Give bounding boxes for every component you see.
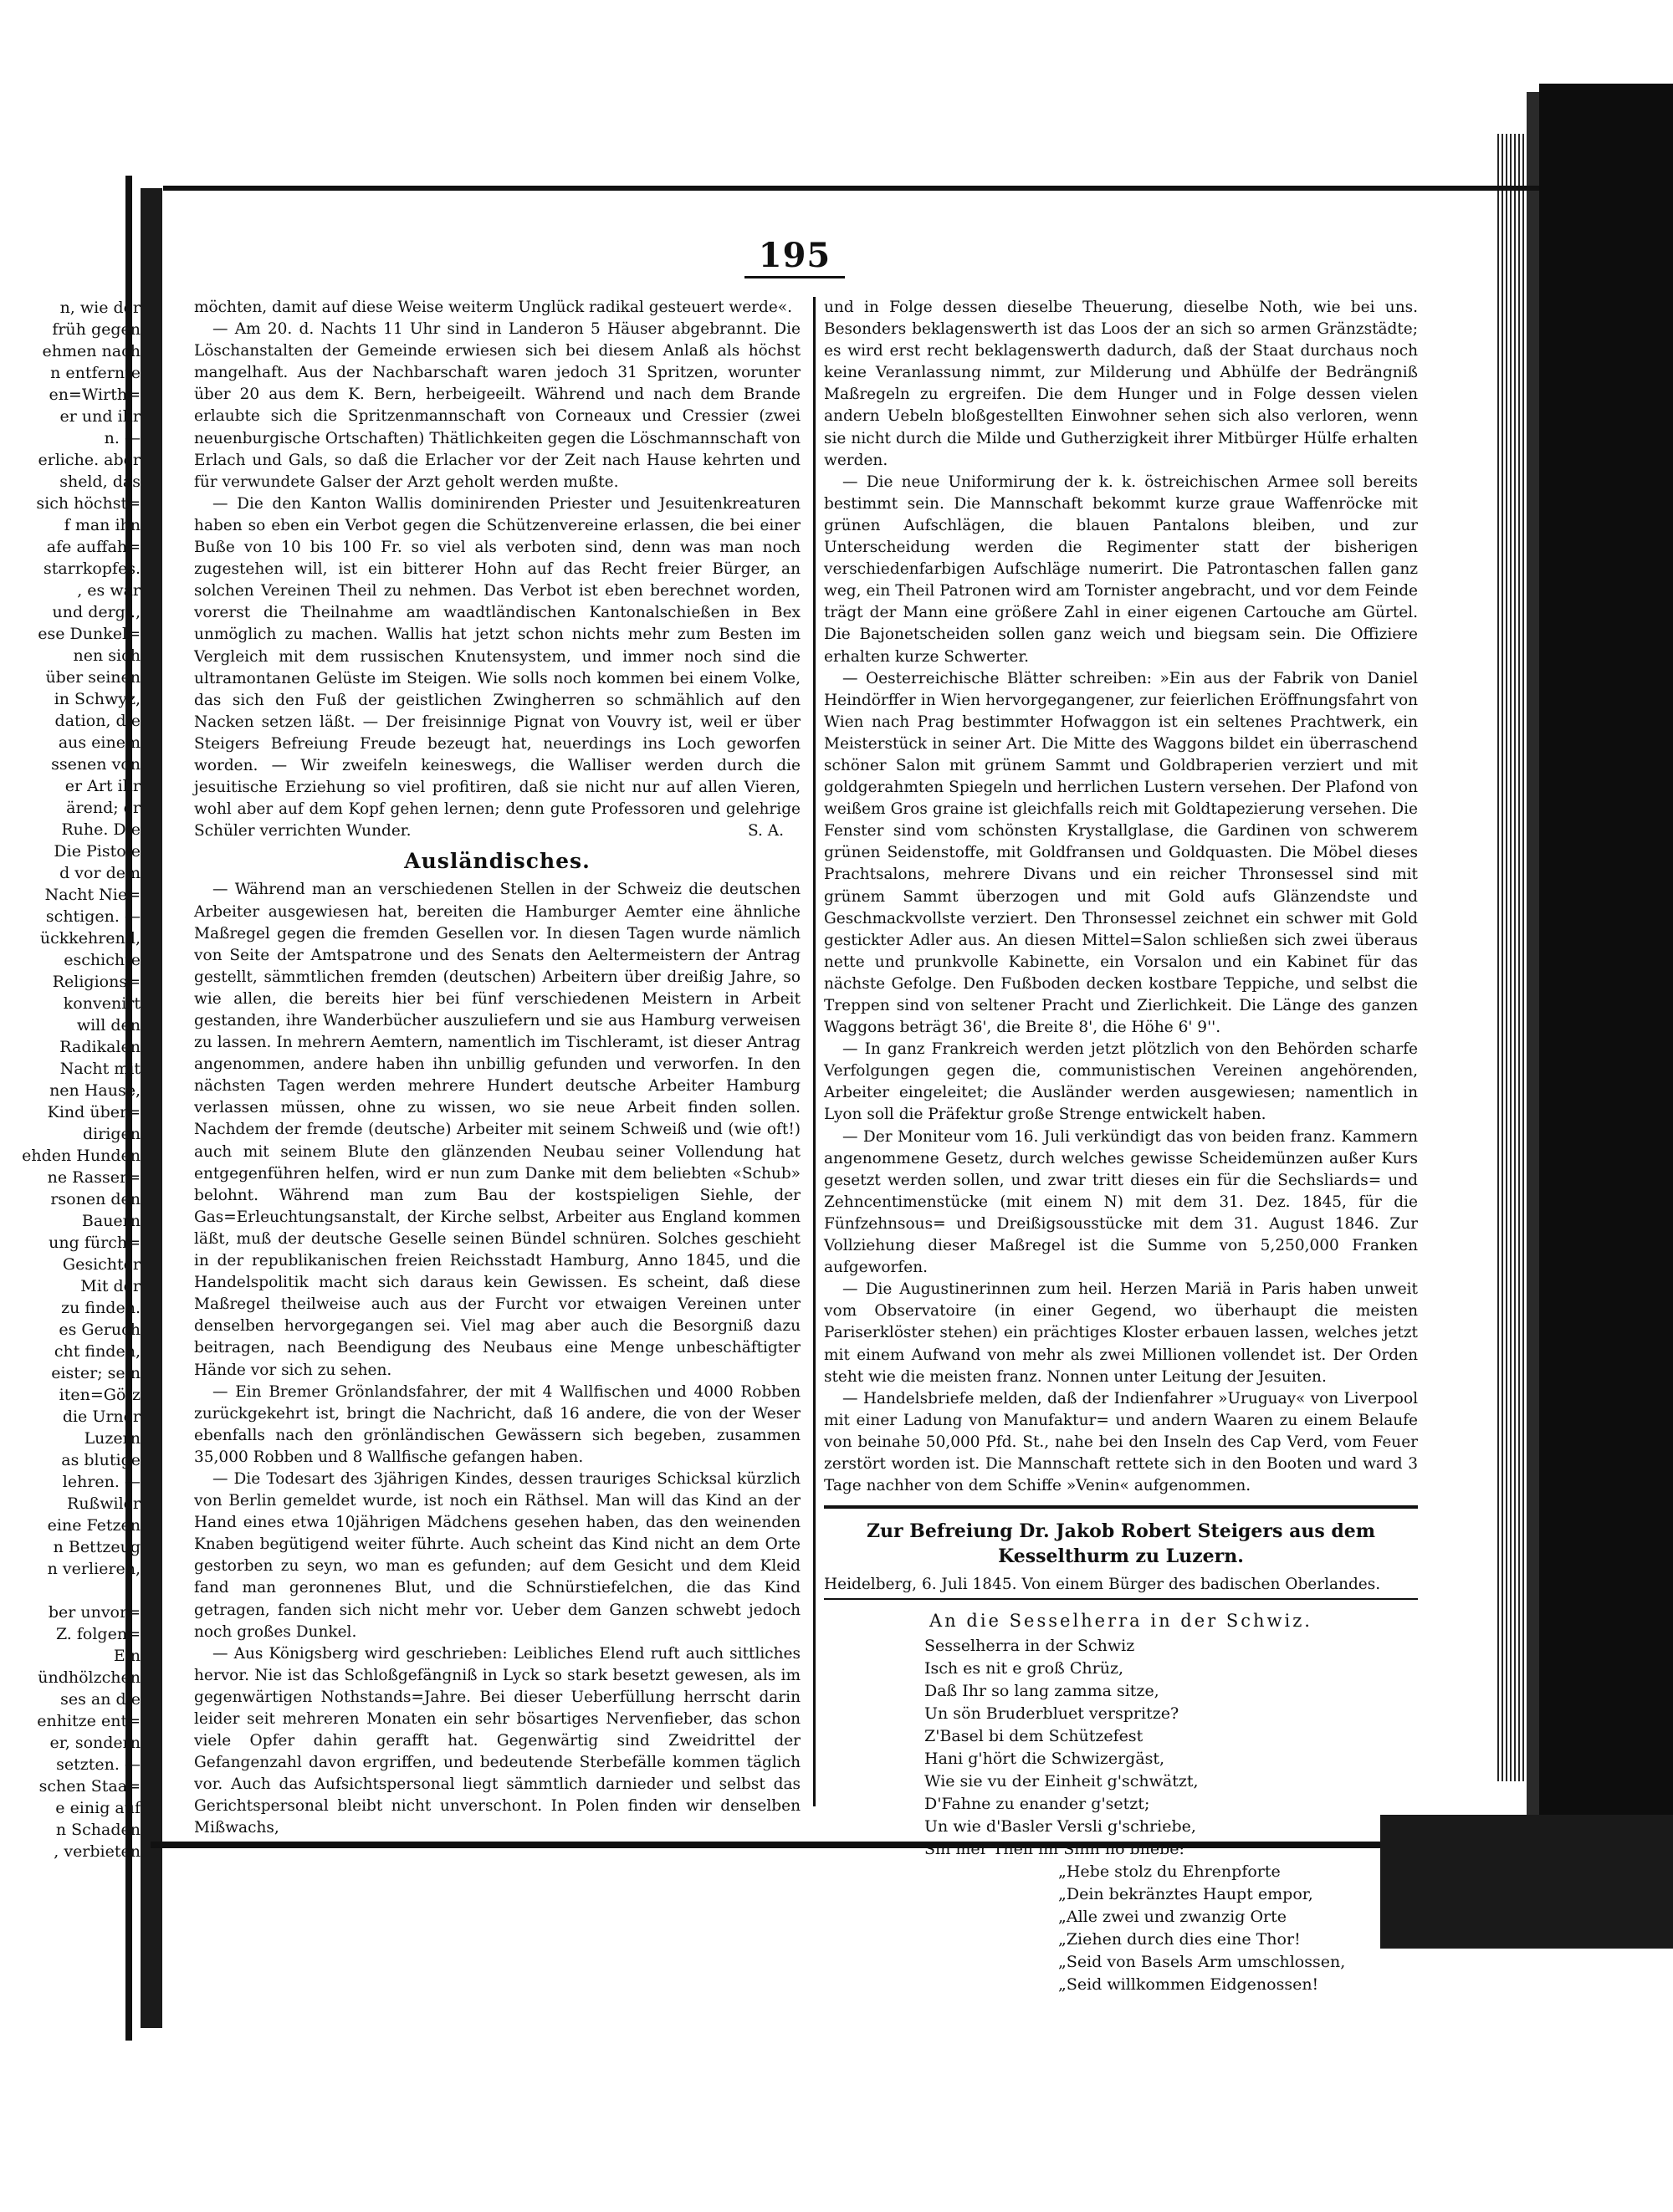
fragment-line: Radikalen: [59, 1038, 141, 1056]
fragment-line: [0, 1580, 141, 1602]
fragment-line: Luzern: [84, 1429, 141, 1448]
fragment-line: ssenen von: [51, 755, 141, 774]
fragment-line: setzten. —: [56, 1755, 141, 1774]
fragment-line: Bauern: [81, 1212, 141, 1230]
gutter-shadow: [141, 188, 162, 2028]
column-rule: [813, 297, 816, 1806]
fragment-line: en=Wirth=: [49, 386, 141, 404]
paragraph: — Handelsbriefe melden, daß der Indienfahrer »Uruguay« von Liverpool mit einer Ladung von Manufaktur= und andern Waaren zu einem Belaufe von beinahe 50,000 Pfd. St., nahe bei den Inseln des Cap Verd, vom Feuer zerstört worden ist. Die Mannschaft rettete sich in den Booten und ward 3 Tage nachher von dem Schiffe »Venin« aufgenommen.: [824, 1389, 1418, 1495]
fragment-line: Rußwiler: [67, 1494, 141, 1513]
fragment-line: ückkehrend,: [39, 929, 141, 948]
fragment-line: erliche. aber: [38, 451, 141, 469]
fragment-line: dation, die: [54, 712, 141, 730]
fragment-line: zu finden.: [61, 1299, 141, 1317]
scan-corner-shadow: [1380, 1815, 1673, 1949]
fragment-line: ese Dunkel=: [38, 625, 141, 643]
fragment-line: f man ihn: [64, 516, 141, 534]
fragment-line: nen sich: [73, 646, 141, 665]
paragraph: — In ganz Frankreich werden jetzt plötzlich von den Behörden scharfe Verfolgungen gegen die, communistischen Vereinen angehörenden, Arbeiter eingeleitet; die Ausländer werden ausgewiesen; namentlich in Lyon soll die Präfektur große Strenge entwickelt haben.: [824, 1040, 1418, 1124]
fragment-line: cht finden,: [54, 1342, 141, 1361]
fragment-line: er und ihr: [59, 407, 141, 426]
fragment-line: ärend; er: [66, 799, 141, 817]
poem-line: Z'Basel bi dem Schützefest: [924, 1727, 1143, 1746]
fragment-line: will den: [76, 1016, 141, 1034]
poem: [924, 1635, 1418, 1996]
fragment-line: eister; sein: [51, 1364, 141, 1382]
separator-rule: [824, 1505, 1418, 1509]
poem-refrain-line: „Seid von Basels Arm umschlossen,: [1058, 1953, 1346, 1972]
paragraph-text: — Die den Kanton Wallis dominirenden Priester und Jesuitenkreaturen haben so eben ein Verbot gegen die Schützenvereine erlassen, die bei einer Buße von 10 bis 100 Fr. so viel als verboten sind, denn was man noch zugestehen will, ist ein bitterer Hohn auf das Recht freier Bürger, an solchen Vereinen Theil zu nehmen. Das Verbot ist eben berechnet worden, vorerst die Theilnahme am waadtländischen Kantonalschießen in Bex unmöglich zu machen. Wallis hat jetzt schon nichts mehr zum Besten im Vergleich mit dem russischen Knutensystem, und immer noch sind die ultramontanen Gelüste im Steigen. Wie solls noch kommen bei einem Volke, das sich den Fuß der geistlichen Zwingherren so schmählich auf den Nacken setzen läßt. — Der freisinnige Pignat von Vouvry ist, weil er über Steigers Befreiung Freude bezeugt hat, neuerdings ins Loch geworfen worden. — Wir zweifeln keineswegs, die Walliser werden durch die jesuitische Erziehung so viel profitiren, daß sie nicht nur auf allen Vieren, wohl aber auf dem Kopf gehen lernen; denn gute Professoren und gelehrige Schüler verrichten Wunder.: [194, 494, 801, 840]
paragraph: — Am 20. d. Nachts 11 Uhr sind in Landeron 5 Häuser abgebrannt. Die Löschanstalten der Gemeinde erwiesen sich bei diesem Anlaß als höchst mangelhaft. Aus der Nachbarschaft waren jedoch 31 Spritzen, worunter über 20 aus dem K. Bern, herbeigeeilt. Während und nach dem Brande erlaubte sich die Spritzenmannschaft von Corneaux und Cressier (zwei neuenburgische Ortschaften) Thätlichkeiten gegen die Löschmannschaft von Erlach und Gals, so daß die Erlacher vor der Zeit nach Hause kehrten und für verwundete Galser der Arzt geholt werden mußte.: [194, 320, 801, 491]
paragraph: — Die neue Uniformirung der k. k. östreichischen Armee soll bereits bestimmt sein. Die Mannschaft bekommt kurze graue Waffenröcke mit grünen Aufschlägen, die blauen Pantalons bleiben, und zur Unterscheidung werden die Regimenter statt der bisherigen verschiedenfarbigen Aufschläge numerirt. Die Patrontaschen fallen ganz weg, ein Theil Patronen wird am Tornister angebracht, und vor dem Feinde trägt der Mann eine größere Zahl in einer eigenen Cartouche am Gürtel. Die Bajonetscheiden sollen ganz weich und biegsam sein. Die Offiziere erhalten kurze Schwerter.: [824, 473, 1418, 666]
fragment-line: aus einem: [58, 733, 141, 752]
poem-line: Sesselherra in der Schwiz: [924, 1637, 1135, 1656]
fragment-line: n, wie der: [59, 299, 141, 317]
note-heading: Zur Befreiung Dr. Jakob Robert Steigers aus dem Kesselthurm zu Luzern.: [866, 1520, 1376, 1568]
fragment-line: Gesichter: [62, 1255, 141, 1274]
paragraph: — Der Moniteur vom 16. Juli verkündigt das von beiden franz. Kammern angenommene Gesetz, durch welches gewisse Scheidemünzen außer Kurs gesetzt werden sollen, und zwar tritt dieses ein für die Sechsliards= und Zehncentimenstücke (mit einem N) mit dem 31. Dez. 1845, für die Fünfzehnsous= und Dreißigsousstücke mit dem 31. August 1846. Zur Vollziehung dieser Maßregel ist die Summe von 5,250,000 Franken aufgeworfen.: [824, 1127, 1418, 1277]
paragraph: — Ein Bremer Grönlandsfahrer, der mit 4 Wallfischen und 4000 Robben zurückgekehrt ist, bringt die Nachricht, daß 16 andere, die von der Weser ebenfalls nach den grönländischen Gewässern sich begeben, zusammen 35,000 Robben und 8 Wallfische gefangen haben.: [194, 1382, 801, 1466]
fragment-line: ehmen nach: [42, 342, 141, 360]
fragment-line: starrkopfes.: [43, 559, 141, 578]
paragraph: — Während man an verschiedenen Stellen in der Schweiz die deutschen Arbeiter ausgewiesen hat, bereiten die Hamburger Aemter eine ähnliche Maßregel gegen die fremden Gesellen vor. In diesen Tagen wurde nämlich von Seite der Amtspatrone und des Senats den Aeltermeistern der Antrag gestellt, sämmtlichen fremden (deutschen) Arbeitern über dreißig Jahre, so wie allen, die bereits hier bei fünf verschiedenen Meistern in Arbeit gestanden, ihre Wanderbücher auszuliefern und sie aus Hamburg verweisen zu lassen. In mehrern Aemtern, namentlich im Tischleramt, ist dieser Antrag angenommen, andere haben ihn unbillig gefunden und verworfen. In den nächsten Tagen werden mehrere Hundert deutsche Arbeiter Hamburg verlassen müssen, ohne zu wissen, wo sie neue Arbeit finden sollen. Nachdem der fremde (deutsche) Arbeiter mit seinem Schweiß und (wie oft!) auch mit seinem Blute den glänzenden Neubau seiner Vollendung hat entgegenführen helfen, wird er nun zum Danke mit dem beliebten «Schub» belohnt. Während man zum Bau der kostspieligen Siehle, der Gas=Erleuchtungsanstalt, der Kirche selbst, Arbeiter aus England kommen läßt, muß der deutsche Geselle seinen Bündel schnüren. Solches geschieht in der republikanischen freien Reichsstadt Hamburg, Anno 1845, und die Handelspolitik macht sich daraus kein Gewissen. Es scheint, daß diese Maßregel theilweise auch aus der Furcht vor etwaigen Vereinen unter denselben hervorgegangen sei. Viel mag aber auch die Besorgniß dazu beitragen, nach Beendigung des Neubaus eine Menge unbeschäftigter Hände vor sich zu sehen.: [194, 881, 801, 1379]
fragment-line: er, sondern: [49, 1734, 141, 1752]
fragment-line: in Schwyz,: [54, 690, 141, 708]
paragraph: möchten, damit auf diese Weise weiterm Unglück radikal gesteuert werde«.: [194, 299, 793, 316]
fragment-line: sheld, das: [59, 473, 141, 491]
paragraph: [194, 493, 801, 843]
separator-rule-thin: [824, 1598, 1418, 1600]
poem-line: Un sön Bruderbluet verspritze?: [924, 1704, 1179, 1724]
fragment-line: afe auffah=: [46, 538, 141, 556]
fragment-line: er Art ihr: [64, 777, 141, 795]
fragment-line: , verbieten: [54, 1842, 141, 1861]
fragment-line: über seinen: [45, 668, 141, 687]
paragraph: — Die Todesart des 3jährigen Kindes, dessen trauriges Schicksal kürzlich von Berlin gemeldet wurde, ist noch ein Räthsel. Man will das Kind an der Hand eines etwa 10jährigen Mädchens gesehen haben, das den weinenden Knaben begütigend weiter führte. Auch scheint das Kind nicht an dem Orte gestorben zu seyn, wo man es gefunden; auf dem Gesicht und dem Kleid fand man geronnenes Blut, und die Schnürstiefelchen, die das Kind getragen, fanden sich nicht mehr vor. Ueber dem Ganzen schwebt jedoch noch großes Dunkel.: [194, 1469, 801, 1641]
poem-line: D'Fahne zu enander g'setzt;: [924, 1795, 1150, 1814]
fragment-line: n Bettzeug: [53, 1538, 141, 1556]
poem-title: An die Sesselherra in der Schwiz.: [929, 1611, 1312, 1632]
fragment-line: konvenirt: [63, 994, 141, 1013]
fragment-line: n Schaden: [55, 1821, 141, 1839]
paragraph: — Aus Königsberg wird geschrieben: Leibliches Elend ruft auch sittliches hervor. Nie ist das Schloßgefängniß in Lyck so stark besetzt gewesen, als im gegenwärtigen Nothstands=Jahre. Bei dieser Ueberfüllung herrscht darin leider seit mehreren Monaten ein sehr bösartiges Nervenfieber, das schon viele Opfer dahin gerafft hat. Gegenwärtig sind Zweidrittel der Gefangenzahl davon ergriffen, und bedeutende Sterbefälle kommen täglich vor. Auch das Aufsichtspersonal liegt sämmtlich darnieder und selbst das Gerichtspersonal bleibt nicht unverschont. In Polen finden wir denselben Mißwachs,: [194, 1644, 801, 1837]
fragment-line: enhitze ent=: [37, 1712, 141, 1730]
fragment-line: es Geruch: [59, 1321, 141, 1339]
poem-line: Un wie d'Basler Versli g'schriebe,: [924, 1817, 1196, 1837]
fragment-line: as blutige: [61, 1451, 141, 1469]
poem-refrain-line: „Alle zwei und zwanzig Orte: [1058, 1908, 1287, 1927]
poem-line: Wie sie vu der Einheit g'schwätzt,: [924, 1772, 1199, 1791]
page-top-edge: [163, 186, 1539, 191]
fragment-line: und dergl.,: [52, 603, 141, 621]
fragment-line: ses an die: [60, 1690, 141, 1709]
fragment-line: ber unvor=: [48, 1603, 141, 1622]
fragment-line: Z. folgen=: [55, 1625, 141, 1643]
fragment-line: Nacht mit: [59, 1060, 141, 1078]
poem-refrain-line: „Ziehen durch dies eine Thor!: [1058, 1930, 1301, 1949]
fragment-line: iten=Götz: [59, 1386, 141, 1404]
page-number-rule: [744, 276, 845, 278]
page-number: 195: [758, 236, 831, 275]
fragment-line: Nacht Nie=: [44, 886, 141, 904]
fragment-line: eschichte: [64, 951, 141, 969]
fragment-line: Religions=: [52, 973, 141, 991]
fragment-line: schtigen. —: [45, 907, 141, 926]
fragment-line: Kind über=: [47, 1103, 141, 1121]
left-column: [194, 297, 801, 1840]
fragment-line: Mit der: [80, 1277, 141, 1295]
section-heading: Ausländisches.: [404, 849, 591, 874]
paragraph: und in Folge dessen dieselbe Theuerung, dieselbe Noth, wie bei uns. Besonders beklagenswerth ist das Loos der an sich so armen Gränzstädte; es wird erst recht beklagenswerth dadurch, daß der Staat durchaus noch keine Veranlassung nimmt, zur Milderung und Abhülfe der Bedrängniß Maßregeln zu ergreifen. Die dem Hunger und in Folge dessen vielen andern Uebeln bloßgestellten Einwohner sehen sich also verloren, wenn sie nicht durch die Milde und Gutherzigkeit ihrer Mitbürger Hülfe erhalten werden.: [824, 299, 1418, 469]
poem-line: Daß Ihr so lang zamma sitze,: [924, 1682, 1159, 1701]
fragment-line: Ein: [113, 1647, 141, 1665]
page-edges: [1497, 134, 1527, 1781]
fragment-line: ung fürch=: [49, 1234, 141, 1252]
fragment-line: n. —: [104, 429, 141, 447]
fragment-line: sich höchst=: [36, 494, 141, 513]
fragment-line: ne Rasser=: [47, 1168, 141, 1187]
fragment-line: , es war: [77, 581, 141, 600]
fragment-line: ündhölzchen: [38, 1668, 141, 1687]
dateline: Heidelberg, 6. Juli 1845. Von einem Bürger des badischen Oberlandes.: [824, 1576, 1381, 1594]
paragraph: — Die Augustinerinnen zum heil. Herzen Mariä in Paris haben unweit vom Observatoire (in einer Gegend, wo überhaupt die meisten Pariserklöster stehen) ein prächtiges Kloster erbauen lassen, welches jetzt mit einem Aufwand von mehr als zwei Millionen vollendet ist. Der Orden steht wie die meisten franz. Nonnen unter Leitung der Jesuiten.: [824, 1280, 1418, 1386]
fragment-line: n entfernte: [50, 364, 141, 382]
poem-line: Isch es nit e groß Chrüz,: [924, 1659, 1124, 1678]
fragment-line: ehden Hunden: [22, 1147, 141, 1165]
fragment-line: rsonen den: [50, 1190, 141, 1208]
fragment-line: Ruhe. Die: [61, 820, 141, 839]
fragment-line: nen Hause,: [49, 1081, 141, 1100]
poem-line: Sin mer Theil im Sinn no bliebe:: [924, 1840, 1184, 1859]
fragment-line: d vor dem: [59, 864, 141, 882]
signature: S. A.: [747, 822, 784, 840]
poem-line: Hani g'hört die Schwizergäst,: [924, 1750, 1165, 1769]
fragment-line: n verlieren,: [47, 1560, 141, 1578]
fragment-line: lehren. —: [62, 1473, 141, 1491]
paragraph: — Oesterreichische Blätter schreiben: »Ein aus der Fabrik von Daniel Heindörffer in Wien hervorgegangener, zur feierlichen Eröffnungsfahrt von Wien nach Prag bestimmter Hofwaggon ist ein seltenes Prachtwerk, ein Meisterstück in seiner Art. Die Mitte des Waggons bildet ein überraschend schöner Salon mit grünem Sammt und Goldbraperien verziert und mit goldgerahmten Spiegeln und herrlichen Lustern versehen. Der Plafond von weißem Gros graine ist gleichfalls reich mit Goldtapezierung versehen. Die Fenster sind vom schönsten Krystallglase, die Gardinen von schwerem grünen Seidenstoffe, mit Goldfransen und Goldquasten. Die Möbel dieses Prachtsalons, mehrere Divans und ein reicher Thronsessel sind mit grünem Sammt überzogen und mit Gold aufs Glänzendste und Geschmackvollste verziert. Den Thronsessel zeichnet ein schwer mit Gold gestickter Adler aus. An diesen Mittel=Salon schließen sich zwei überaus nette und prunkvolle Kabinette, ein Vorsalon und ein Kabinet für das nächste Gefolge. Den Fußboden decken kostbare Teppiche, und selbst die Treppen sind von seltener Pracht und Zierlichkeit. Die Länge des ganzen Waggons beträgt 36', die Breite 8', die Höhe 6' 9''.: [824, 669, 1418, 1037]
book-cover-edge: [1539, 84, 1673, 1831]
fragment-line: e einig auf: [55, 1799, 141, 1817]
poem-refrain-line: „Hebe stolz du Ehrenpforte: [1058, 1862, 1281, 1882]
previous-page-fragment: [0, 297, 141, 1862]
fragment-line: schen Staa=: [38, 1777, 141, 1796]
right-column: [824, 297, 1418, 1996]
fragment-line: früh gegen: [52, 320, 141, 339]
fragment-line: dirigen: [82, 1125, 141, 1143]
fragment-line: Die Pistole: [54, 842, 141, 861]
poem-refrain-line: „Dein bekränztes Haupt empor,: [1058, 1885, 1313, 1904]
poem-refrain-line: „Seid willkommen Eidgenossen!: [1058, 1975, 1319, 1995]
fragment-line: eine Fetzen: [47, 1516, 141, 1535]
fragment-line: die Urner: [62, 1407, 141, 1426]
